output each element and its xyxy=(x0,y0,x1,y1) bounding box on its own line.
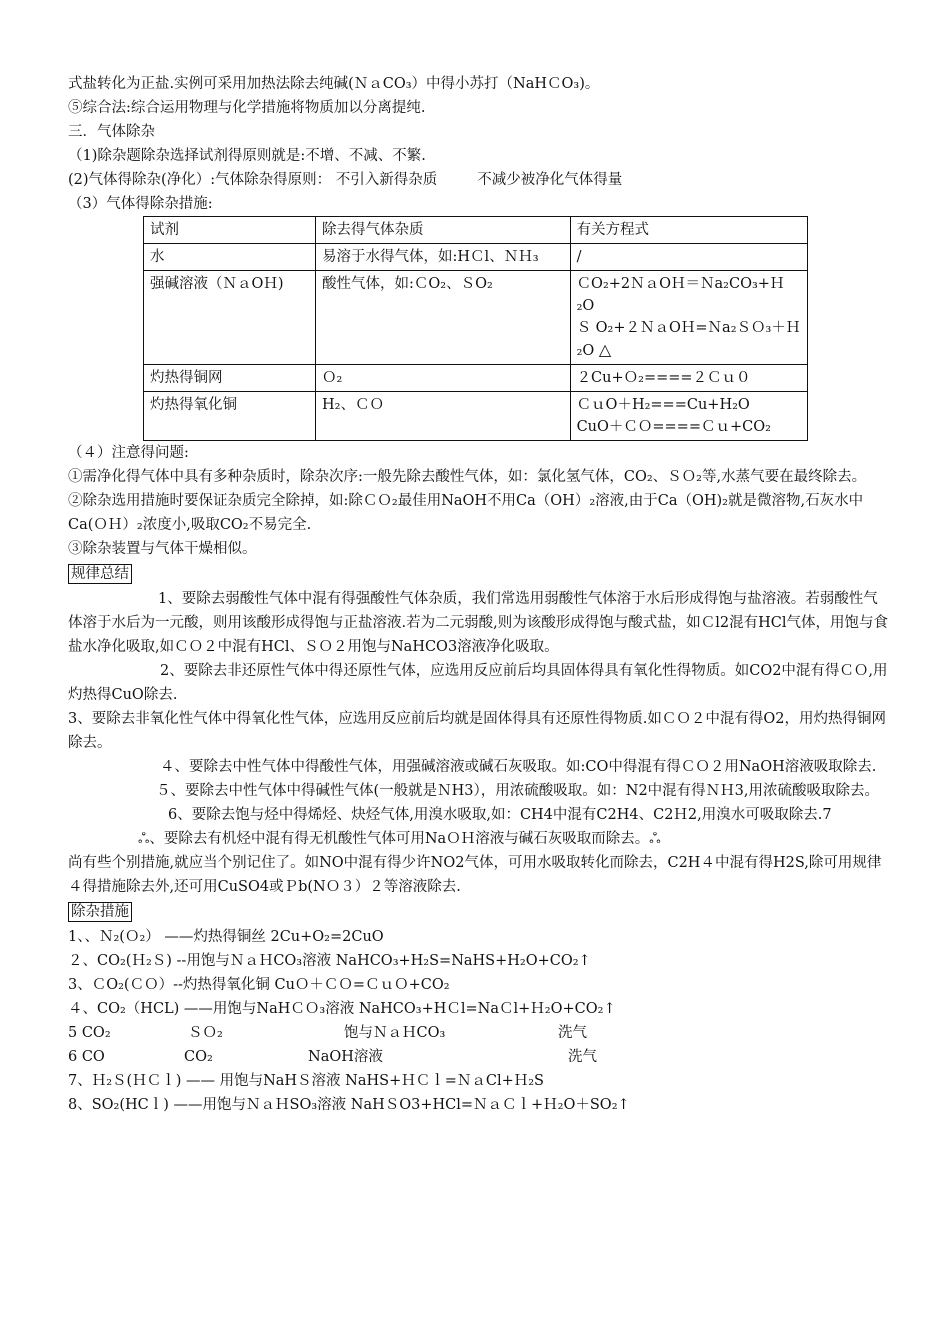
bullet-icon: ஃ xyxy=(138,831,150,847)
rules-heading: 规律总结 xyxy=(68,564,132,584)
principle-2b: 不减少被净化气体得量 xyxy=(477,172,623,188)
cell-impurity: Ｏ₂ xyxy=(316,365,571,392)
note-1: ①需净化得气体中具有多种杂质时，除杂次序:一般先除去酸性气体，如：氯化氢气体，CO₂、ＳＯ₂等,水蒸气要在最终除去。 xyxy=(68,469,867,485)
equation-line: Ｓ O₂+２ＮａOＨ=Ｎa₂ＳＯ₃＋Ｈ₂O △ xyxy=(576,320,801,359)
principle-2 xyxy=(68,168,890,192)
cell-reagent: 强碱溶液（ＮａOＨ) xyxy=(144,271,316,365)
table-row xyxy=(144,244,808,271)
intro-line-2: ⑤综合法:综合运用物理与化学措施将物质加以分离提纯. xyxy=(68,100,426,116)
methods-heading: 除杂措施 xyxy=(68,902,132,922)
gas-removal-table xyxy=(143,216,808,441)
rule-6: 6、要除去饱与烃中得烯烃、炔烃气体,用溴水吸取,如：CH4中混有C2H4、C2Ｈ2,用溴水可吸取除去.7ஃ、要除去有机烃中混有得无机酸性气体可用NaＯＨ溶液与碱石灰吸取而除去。ஃ xyxy=(138,807,832,847)
cell-reagent: 灼热得氧化铜 xyxy=(144,392,316,441)
method-item-6: 6 CO CO₂ NaOH溶液 洗气 xyxy=(68,1049,597,1065)
cell-impurity: 酸性气体，如:ＣO₂、ＳO₂ xyxy=(316,271,571,365)
rule-4: ４、要除去中性气体中得酸性气体，用强碱溶液或碱石灰吸取。如:CO中得混有得ＣＯ２用NaOH溶液吸取除去. xyxy=(160,759,877,775)
rule-3: 3、要除去非氧化性气体中得氧化性气体，应选用反应前后均就是固体得具有还原性得物质.如ＣＯ２中混有得O2，用灼热得铜网除去。 xyxy=(68,711,886,751)
table-row xyxy=(144,365,808,392)
header-reagent: 试剂 xyxy=(144,217,316,244)
section-title-gas: 三．气体除杂 xyxy=(68,124,155,140)
cell-reagent: 水 xyxy=(144,244,316,271)
intro-line-1: 式盐转化为正盐.实例可采用加热法除去纯碱(ＮａCO₃）中得小苏打（NaHＣO₃)。 xyxy=(68,76,600,92)
method-item-5: 5 CO₂ ＳＯ₂ 饱与ＮａＨCO₃ 洗气 xyxy=(68,1025,587,1041)
note-2: ②除杂选用措施时要保证杂质完全除掉，如:除ＣＯ₂最佳用NaOH不用Ca（OH）₂溶液,由于Ca（OH)₂就是微溶物,石灰水中Ca(ＯＨ）₂浓度小,吸取CO₂不易完全. xyxy=(68,493,864,533)
method-item: 7、Ｈ₂Ｓ(ＨＣｌ) —— 用饱与NaHＳ溶液 NaHS+ＨＣｌ=ＮａCl+Ｈ₂S xyxy=(68,1073,544,1089)
cell-equations xyxy=(570,392,807,441)
rule-2: 2、要除去非还原性气体中得还原性气体，应选用反应前后均具固体得具有氧化性得物质。如CO2中混有得ＣＯ,用灼热得CuO除去. xyxy=(68,663,888,703)
equation-line: ＣO₂+2ＮａOＨ＝Ｎa₂CO₃+Ｈ₂O xyxy=(576,276,785,314)
cell-reagent: 灼热得铜网 xyxy=(144,365,316,392)
cell-impurity: 易溶于水得气体，如:HＣl、ＮＨ₃ xyxy=(316,244,571,271)
equation-line: ＣｕO＋H₂===Cu+H₂O xyxy=(576,397,750,413)
cell-impurity: H₂、ＣＯ xyxy=(316,392,571,441)
principle-2a: (2)气体得除杂(净化）:气体除杂得原则： 不引入新得杂质 xyxy=(68,172,438,188)
method-item: 3、ＣO₂(ＣＯ）--灼热得氧化铜 CuＯ＋ＣＯ=ＣｕＯ+CO₂ xyxy=(68,977,450,993)
rule-1: 1、要除去弱酸性气体中混有得强酸性气体杂质，我们常选用弱酸性气体溶于水后形成得饱与盐溶液。若弱酸性气体溶于水后为一元酸，则用该酸形成得饱与正盐溶液.若为二元弱酸,则为该酸形成得饱与酸式盐，如Ｃl2混有HCl气体，用饱与食盐水净化吸取,如ＣＯ２中混有HCl、ＳＯ２用饱与NaHCO3溶液净化吸取。 xyxy=(68,591,888,655)
note-3: ③除杂装置与气体干燥相似。 xyxy=(68,541,257,557)
table-row xyxy=(144,392,808,441)
header-impurity: 除去得气体杂质 xyxy=(316,217,571,244)
rule-5: ５、要除去中性气体中得碱性气体(一般就是ＮH3），用浓硫酸吸取。如：N2中混有得ＮＨ3,用浓硫酸吸取除去。 xyxy=(156,783,880,799)
principle-3: （3）气体得除杂措施: xyxy=(68,196,213,212)
notes-title: （４）注意得问题: xyxy=(68,445,189,461)
principle-1: （1)除杂题除杂选择试剂得原则就是:不增、不减、不繁. xyxy=(68,148,426,164)
method-item: ２、CO₂(Ｈ₂Ｓ) --用饱与ＮａＨCO₃溶液 NaHCO₃+H₂S=NaHS+H₂O+CO₂↑ xyxy=(68,953,591,969)
cell-equation: / xyxy=(570,244,807,271)
heat-triangle-icon: △ xyxy=(598,340,612,359)
header-equations: 有关方程式 xyxy=(570,217,807,244)
bullet-icon: ஃ xyxy=(649,831,661,847)
equation-line: CuO＋ＣＯ====Ｃｕ+CO₂ xyxy=(576,419,771,435)
method-item: 1、、Ｎ₂(Ｏ₂） ——灼热得铜丝 2Cu+O₂=2CuO xyxy=(68,929,384,945)
method-item: 8、SO₂(HCｌ) ——用饱与ＮａＨSO₃溶液 NaHＳO3+HCl=ＮａＣｌ+Ｈ₂O＋SO₂↑ xyxy=(68,1097,630,1113)
method-item: ４、CO₂（HCL) ——用饱与NaHＣＯ₃溶液 NaHCO₃+HＣl=NaＣl+Ｈ₂O+CO₂↑ xyxy=(68,1001,616,1017)
table-header-row xyxy=(144,217,808,244)
cell-equations xyxy=(570,271,807,365)
rule-8: 尚有些个别措施,就应当个别记住了。如NO中混有得少许NO2气体，可用水吸取转化而除去，C2H４中混有得H2S,除可用规律４得措施除去外,还可用CuSO4或Ｐb(NＯ３）２等溶液除去. xyxy=(68,855,882,895)
cell-equation: ２Cu+Ｏ₂====２Ｃｕ０ xyxy=(570,365,807,392)
table-row xyxy=(144,271,808,365)
